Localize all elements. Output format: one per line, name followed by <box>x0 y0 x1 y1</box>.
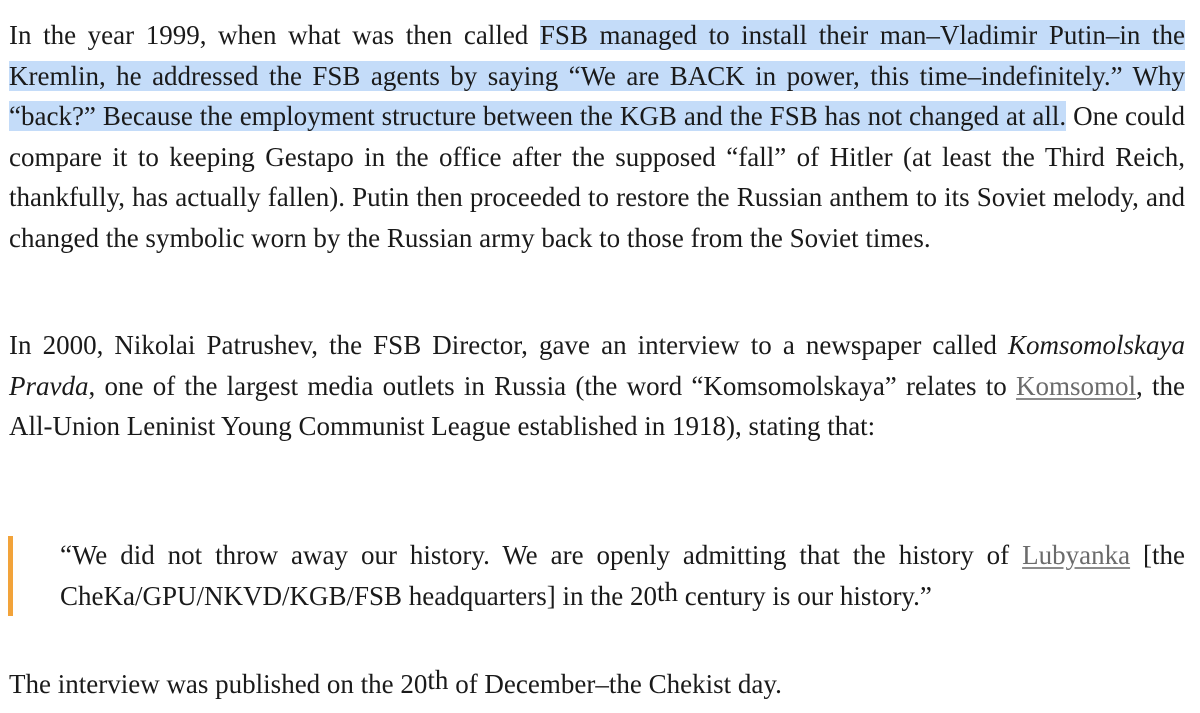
blockquote-patrushev <box>60 535 1185 616</box>
paragraph-2-text-end: , the All-Union Leninist Young Communist League established in 1918), stating that: <box>9 370 1185 441</box>
paragraph-3-ordinal-suffix: th <box>427 665 449 695</box>
quote-text-end: century is our history.” <box>677 580 932 611</box>
paragraph-1-text-end: One could compare it to keeping Gestapo in the office after the supposed “fall” of Hitler (at least the Third Reich, thankfully, has actually fallen). Putin then proceeded to restore the Russian anthem to its Soviet melody, and changed the symbolic worn by the Russian army back to those from the Soviet times. <box>9 101 1185 253</box>
paragraph-2-text-start: In 2000, Nikolai Patrushev, the FSB Director, gave an interview to a newspaper called <box>9 330 1008 360</box>
selected-text-highlight[interactable]: FSB managed to install their man–Vladimir Putin–in the Kremlin, he addressed the FSB agents by saying “We are BACK in power, this time–indefinitely.” Why “back?” Because the employment structure between the KGB and the FSB has not changed at all. <box>9 20 1185 131</box>
paragraph-3-text-end: of December–the Chekist day. <box>448 669 782 699</box>
paragraph-patrushev-interview <box>9 325 1185 447</box>
paragraph-chekist-day <box>9 664 1185 705</box>
paragraph-1-text-start: In the year 1999, when what was then called <box>9 20 540 50</box>
newspaper-name: Komsomolskaya Pravda <box>9 330 1185 401</box>
quote-ordinal-suffix: th <box>656 576 678 607</box>
paragraph-3-text-start: The interview was published on the 20 <box>9 669 428 699</box>
blockquote-accent-bar <box>8 536 13 616</box>
paragraph-1999-putin <box>9 15 1185 258</box>
quote-text-start: “We did not throw away our history. We are openly admitting that the history of <box>60 540 1023 570</box>
lubyanka-link[interactable]: Lubyanka <box>1022 540 1131 570</box>
quote-text-middle: [the CheKa/GPU/NKVD/KGB/FSB headquarters] in the 20 <box>60 540 1185 611</box>
paragraph-2-text-middle: , one of the largest media outlets in Russia (the word “Komsomolskaya” relates to <box>88 370 1016 401</box>
komsomol-link[interactable]: Komsomol <box>1015 370 1136 401</box>
